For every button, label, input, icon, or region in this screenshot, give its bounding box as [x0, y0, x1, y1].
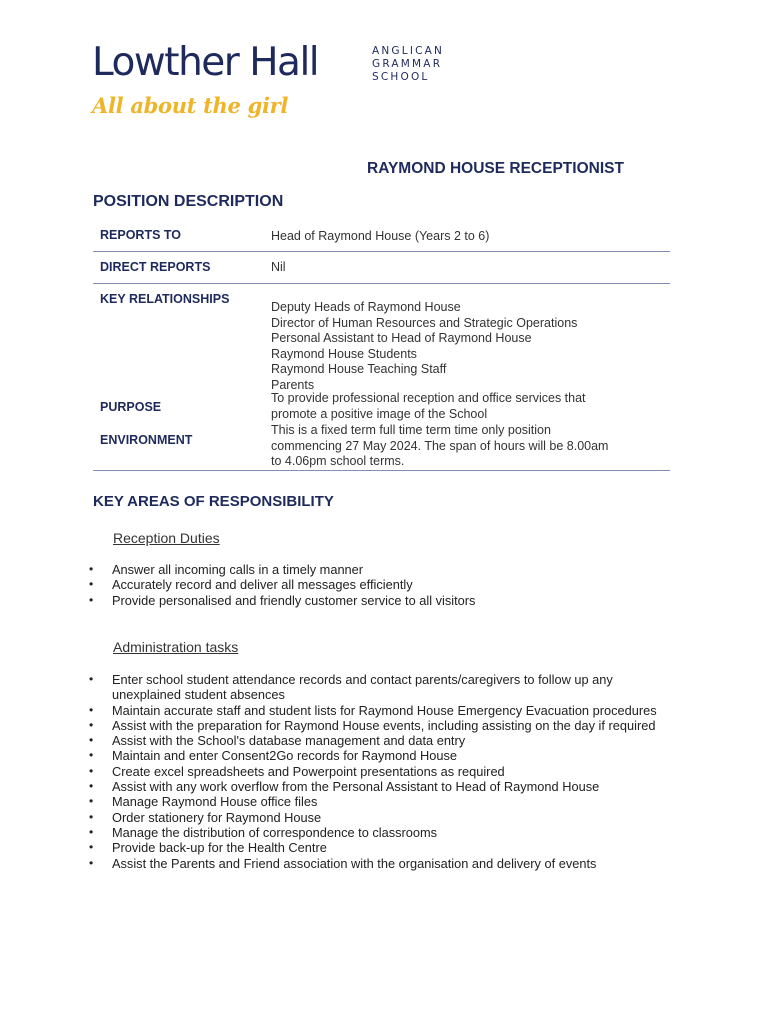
reports-to-label: REPORTS TO: [100, 228, 182, 242]
key-relationships-label: KEY RELATIONSHIPS: [100, 292, 230, 306]
list-item: • Assist with the School's database management and data entry: [93, 733, 678, 748]
purpose-line: promote a positive image of the School: [271, 406, 488, 421]
table-row-purpose: [93, 391, 670, 423]
list-item: • Create excel spreadsheets and Powerpoint presentations as required: [93, 764, 678, 779]
purpose-line: To provide professional reception and office services that: [271, 391, 586, 405]
logo-tagline: All about the girl: [92, 93, 289, 118]
table-row-reports-to: [93, 222, 670, 252]
logo-subtitle: [372, 45, 444, 84]
environment-line: commencing 27 May 2024. The span of hours will be 8.00am: [271, 438, 609, 453]
reception-duties-heading: Reception Duties: [113, 530, 220, 546]
reception-duties-list: [93, 562, 678, 608]
relationship-line: Director of Human Resources and Strategic Operations: [271, 315, 578, 330]
list-item: • Enter school student attendance records and contact parents/caregivers to follow up any unexplained student absences: [93, 672, 678, 703]
list-item: • Provide back-up for the Health Centre: [93, 840, 678, 855]
list-item: • Assist with the preparation for Raymond House events, including assisting on the day if required: [93, 718, 678, 733]
table-row-key-relationships: [93, 284, 670, 391]
administration-tasks-heading: Administration tasks: [113, 639, 239, 655]
reports-to-value: Head of Raymond House (Years 2 to 6): [271, 229, 490, 243]
relationship-line: Parents: [271, 377, 315, 392]
document-title: RAYMOND HOUSE RECEPTIONIST: [367, 160, 624, 177]
key-areas-heading: KEY AREAS OF RESPONSIBILITY: [93, 493, 334, 510]
logo-wordmark: Lowther Hall: [92, 40, 319, 85]
list-item: • Order stationery for Raymond House: [93, 810, 678, 825]
relationship-line: Raymond House Teaching Staff: [271, 362, 447, 376]
purpose-label: PURPOSE: [100, 400, 162, 414]
list-item: • Assist with any work overflow from the Personal Assistant to Head of Raymond House: [93, 779, 678, 794]
list-item: • Manage Raymond House office files: [93, 794, 678, 809]
list-item: • Assist the Parents and Friend association with the organisation and delivery of events: [93, 856, 678, 871]
environment-line: This is a fixed term full time term time only position: [271, 423, 551, 437]
relationship-line: Raymond House Students: [271, 346, 417, 361]
list-item: • Answer all incoming calls in a timely manner: [93, 562, 678, 577]
key-relationships-value: [271, 300, 577, 393]
list-item: • Provide personalised and friendly customer service to all visitors: [93, 593, 678, 608]
position-description-heading: POSITION DESCRIPTION: [93, 193, 284, 210]
logo-subtitle-line: ANGLICAN: [372, 45, 445, 57]
list-item: • Accurately record and deliver all messages efficiently: [93, 577, 678, 592]
table-row-direct-reports: [93, 252, 670, 284]
relationship-line: Deputy Heads of Raymond House: [271, 300, 461, 314]
direct-reports-value: Nil: [271, 260, 286, 274]
administration-tasks-list: [93, 672, 678, 871]
position-info-table: [93, 222, 670, 471]
environment-label: ENVIRONMENT: [100, 433, 193, 447]
direct-reports-label: DIRECT REPORTS: [100, 260, 211, 274]
logo-subtitle-line: GRAMMAR: [372, 58, 443, 70]
list-item: • Maintain and enter Consent2Go records for Raymond House: [93, 748, 678, 763]
table-row-environment: [93, 423, 670, 471]
relationship-line: Personal Assistant to Head of Raymond House: [271, 331, 532, 345]
environment-value: [271, 423, 608, 470]
purpose-value: [271, 391, 586, 422]
list-item: • Manage the distribution of correspondence to classrooms: [93, 825, 678, 840]
logo-subtitle-line: SCHOOL: [372, 71, 430, 83]
list-item: • Maintain accurate staff and student lists for Raymond House Emergency Evacuation procedures: [93, 703, 678, 718]
environment-line: to 4.06pm school terms.: [271, 454, 405, 468]
